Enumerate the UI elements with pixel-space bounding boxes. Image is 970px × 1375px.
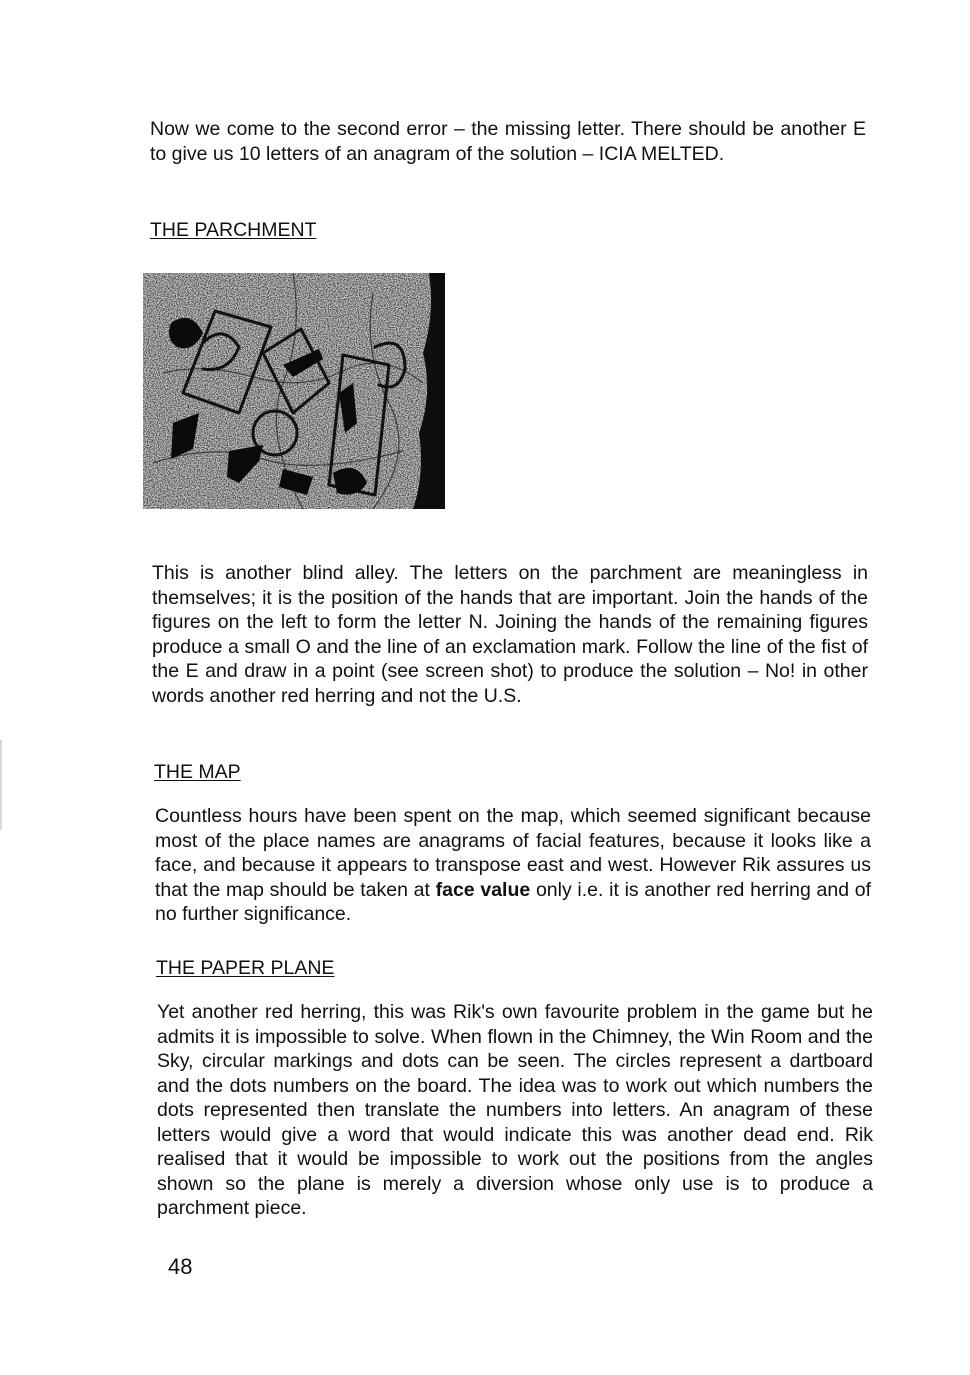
parchment-paragraph: This is another blind alley. The letters on the parchment are meaningless in themselves; it is the position of the hands that are important. Join the hands of the figures on the left to form the letter N. Joining the hands of the remaining figures produce a small O and the line of an exclamation mark. Follow the line of the fist of the E and draw in a point (see screen shot) to produce the solution – No! in other words another red herring and not the U.S.: [152, 562, 868, 707]
parchment-drawing: [143, 273, 445, 509]
intro-paragraph: Now we come to the second error – the missing letter. There should be another E to give us 10 letters of an anagram of the solution – ICIA MELTED.: [150, 118, 866, 165]
page-number: 48: [168, 1254, 193, 1279]
scan-edge-mark: [0, 740, 2, 830]
map-paragraph-text-1: Countless hours have been spent on the map, which seemed significant because most of the place names are anagrams of facial features, because it looks like a face, and because it appears to transpose east and west. However Rik assures us that the map should be taken at: [155, 805, 871, 901]
map-paragraph: [155, 804, 871, 927]
paper-plane-paragraph: Yet another red herring, this was Rik's own favourite problem in the game but he admits it is impossible to solve. When flown in the Chimney, the Win Room and the Sky, circular markings and dots can be seen. The circles represent a dartboard and the dots numbers on the board. The idea was to work out which numbers the dots represented then translate the numbers into letters. An anagram of these letters would give a word that would indicate this was another dead end. Rik realised that it would be impossible to work out the positions from the angles shown so the plane is merely a diversion whose only use is to produce a parchment piece.: [157, 1001, 873, 1219]
map-paragraph-text-2: only i.e. it is another red herring and of no further significance.: [155, 878, 872, 925]
parchment-image: [143, 273, 445, 509]
map-paragraph-bold: face value: [435, 878, 531, 901]
heading-parchment: THE PARCHMENT: [150, 219, 317, 241]
heading-map: THE MAP: [154, 761, 241, 783]
heading-paper-plane: THE PAPER PLANE: [156, 957, 335, 979]
